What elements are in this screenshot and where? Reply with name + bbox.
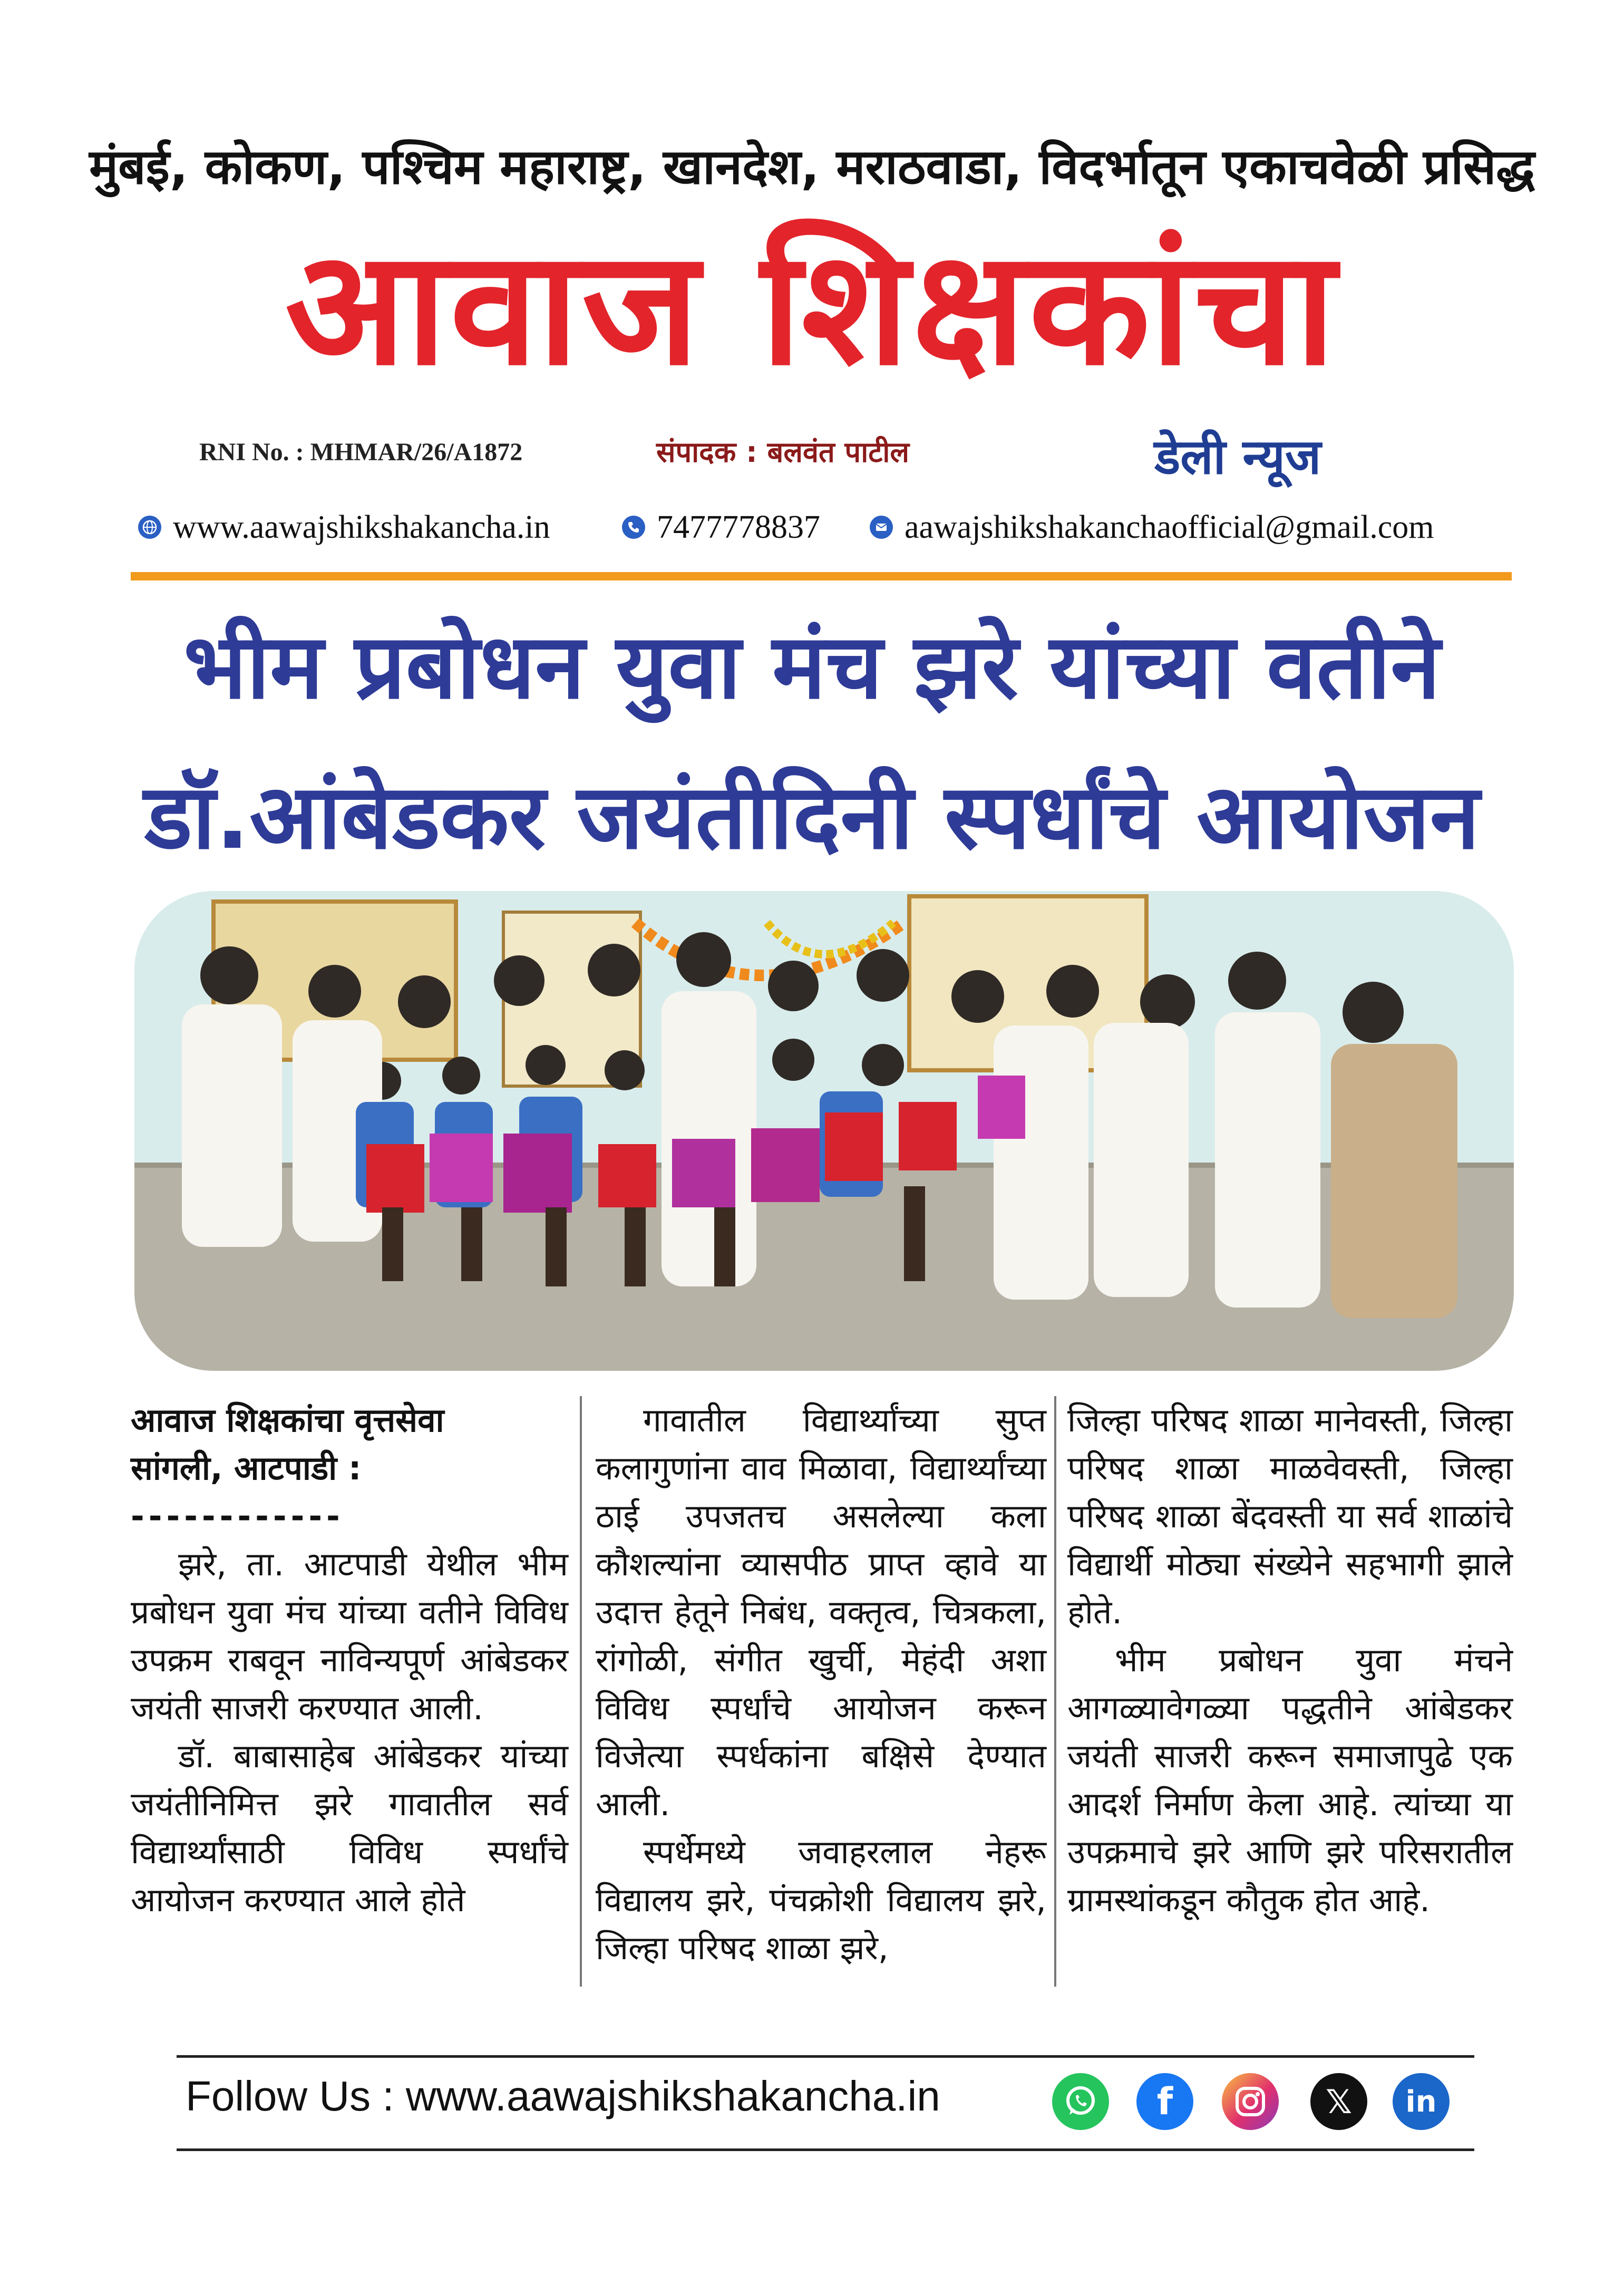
byline-location: सांगली, आटपाडी : bbox=[131, 1449, 362, 1487]
linkedin-icon[interactable]: in bbox=[1393, 2073, 1450, 2130]
website-text: www.aawajshikshakancha.in bbox=[173, 509, 550, 545]
phone-text: 7477778837 bbox=[657, 509, 820, 545]
contact-phone[interactable] bbox=[622, 506, 820, 548]
article-column-1 bbox=[131, 1396, 568, 1992]
daily-news-label: डेली न्यूज bbox=[1154, 429, 1321, 485]
article-paragraph: स्पर्धेमध्ये जवाहरलाल नेहरू विद्यालय झरे, पंचक्रोशी विद्यालय झरे, जिल्हा परिषद शाळा झरे, bbox=[596, 1833, 1046, 1967]
article-paragraph: गावातील विद्यार्थ्यांच्या सुप्त कलागुणांना वाव मिळावा, विद्यार्थ्यांच्या ठाई उपजतच असलेल्या कला कौशल्यांना व्यासपीठ प्राप्त व्हावे या उदात्त हेतूने निबंध, वक्तृत्व, चित्रकला, रांगोळी, संगीत खुर्ची, मेहंदी अशा विविध स्पर्धांचे आयोजन करून विजेत्या स्पर्धकांना बक्षिसे देण्यात आली. bbox=[596, 1401, 1046, 1823]
whatsapp-icon[interactable] bbox=[1052, 2073, 1109, 2130]
column-divider-1 bbox=[580, 1396, 582, 1987]
header-divider bbox=[131, 572, 1512, 580]
facebook-icon[interactable]: f bbox=[1136, 2073, 1193, 2130]
rni-number: RNI No. : MHMAR/26/A1872 bbox=[199, 438, 523, 466]
headline-line-1: भीम प्रबोधन युवा मंच झरे यांच्या वतीने bbox=[183, 615, 1441, 719]
contact-website[interactable] bbox=[138, 506, 550, 548]
event-photo-illustration bbox=[134, 891, 1514, 1371]
byline-agency: आवाज शिक्षकांचा वृत्तसेवा bbox=[131, 1401, 444, 1439]
phone-icon bbox=[622, 516, 645, 539]
column-divider-2 bbox=[1054, 1396, 1056, 1987]
article-column-3 bbox=[1067, 1396, 1513, 1992]
contact-email[interactable] bbox=[870, 506, 1434, 548]
article-paragraph: भीम प्रबोधन युवा मंचने आगळ्यावेगळ्या पद्धतीने आंबेडकर जयंती साजरी करून समाजापुढे एक आदर्श निर्माण केला आहे. त्यांच्या या उपक्रमाचे झरे आणि झरे परिसरातील ग्रामस्थांकडून कौतुक होत आहे. bbox=[1067, 1641, 1513, 1919]
article-paragraph: झरे, ता. आटपाडी येथील भीम प्रबोधन युवा मंच यांच्या वतीने विविध उपक्रम राबवून नाविन्यपूर्ण आंबेडकर जयंती साजरी करण्यात आली. bbox=[131, 1545, 568, 1727]
article-column-2 bbox=[596, 1396, 1046, 1992]
event-photo bbox=[134, 891, 1514, 1371]
article-paragraph: जिल्हा परिषद शाळा मानेवस्ती, जिल्हा परिषद शाळा माळवेवस्ती, जिल्हा परिषद शाळा बेंदवस्ती या सर्व शाळांचे विद्यार्थी मोठ्या संख्येने सहभागी झाले होते. bbox=[1067, 1401, 1513, 1631]
mail-icon bbox=[870, 516, 893, 539]
globe-icon bbox=[138, 516, 161, 539]
masthead-title: आवाज शिक्षकांचा bbox=[285, 216, 1339, 400]
editor-credit: संपादक : बलवंत पाटील bbox=[656, 435, 910, 469]
byline-dashes: ------------ bbox=[131, 1497, 344, 1535]
article-paragraph: डॉ. बाबासाहेब आंबेडकर यांच्या जयंतीनिमित्त झरे गावातील सर्व विद्यार्थ्यांसाठी विविध स्पर्धांचे आयोजन करण्यात आले होते bbox=[131, 1737, 568, 1919]
headline-line-2: डॉ.आंबेडकर जयंतीदिनी स्पर्धांचे आयोजन bbox=[144, 765, 1480, 869]
x-icon[interactable]: 𝕏 bbox=[1310, 2073, 1367, 2130]
email-text: aawajshikshakanchaofficial@gmail.com bbox=[905, 509, 1434, 545]
instagram-icon[interactable] bbox=[1222, 2073, 1279, 2130]
footer-rule-bottom bbox=[177, 2148, 1474, 2151]
tagline: मुंबई, कोकण, पश्चिम महाराष्ट्र, खानदेश, मराठवाडा, विदर्भातून एकाचवेळी प्रसिद्ध bbox=[89, 139, 1535, 195]
footer-rule-top bbox=[177, 2055, 1474, 2058]
follow-us-link[interactable]: Follow Us : www.aawajshikshakancha.in bbox=[186, 2073, 940, 2119]
